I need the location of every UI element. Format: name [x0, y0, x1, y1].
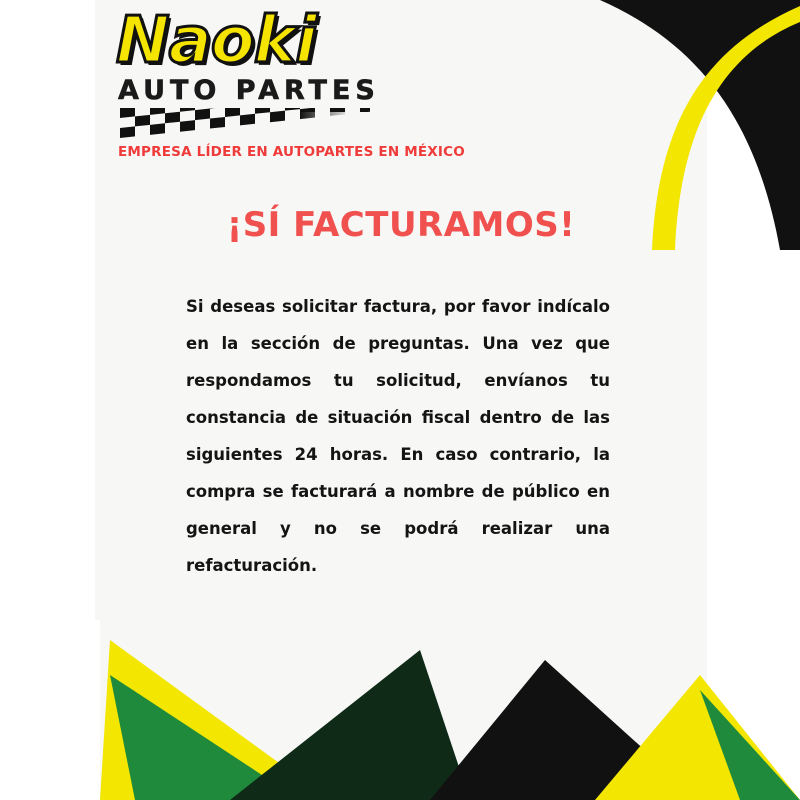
checkered-flag-icon [120, 108, 370, 138]
brand-subtitle: AUTO PARTES [118, 75, 380, 107]
body-paragraph: Si deseas solicitar factura, por favor indícalo en la sección de preguntas. Una vez que respondamos tu solicitud, envíanos tu constancia de situación fiscal dentro de las siguientes 24 horas. En caso contrario, la compra se facturará a nombre de público en general y no se podrá realizar una refacturación. [186, 297, 610, 575]
green-triangle-right-icon [700, 690, 800, 800]
brand-name: Naoki [116, 4, 317, 78]
brand-logo [110, 4, 465, 161]
page-title: ¡SÍ FACTURAMOS! [226, 205, 576, 245]
brand-tagline: EMPRESA LÍDER EN AUTOPARTES EN MÉXICO [118, 144, 465, 161]
